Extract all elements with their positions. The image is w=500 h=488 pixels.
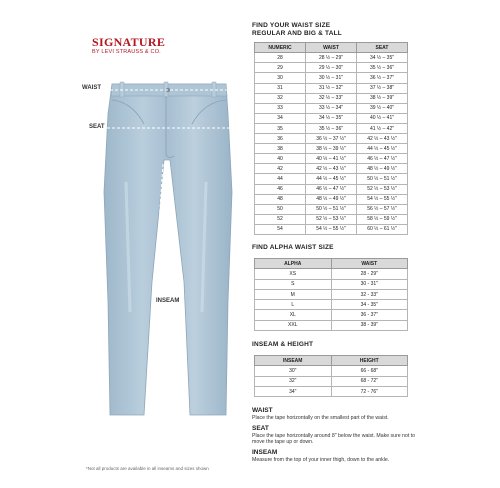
- table-cell: XS: [255, 269, 332, 279]
- table-row: [255, 320, 408, 330]
- table-header-row: [255, 43, 408, 53]
- inseam-height-table: [254, 355, 408, 397]
- table-row: [255, 289, 408, 299]
- table-cell: 50 ½ – 51 ½": [357, 174, 408, 184]
- table-row: [255, 224, 408, 234]
- table-row: [255, 73, 408, 83]
- table-row: [255, 310, 408, 320]
- alpha-size-title: FIND ALPHA WAIST SIZE: [252, 243, 334, 251]
- table-cell: 34 - 35": [331, 300, 408, 310]
- table-cell: 31 ½ – 32": [306, 83, 357, 93]
- table-cell: 38 - 39": [331, 320, 408, 330]
- table-cell: 44 ½ – 45 ½": [306, 174, 357, 184]
- table-cell: 60 ½ – 61 ½": [357, 224, 408, 234]
- column-header: WAIST: [306, 43, 357, 53]
- table-cell: 34 ½ – 35": [357, 53, 408, 63]
- brand-logo: [92, 36, 165, 55]
- table-cell: 54 ½ – 55 ½": [357, 194, 408, 204]
- table-cell: 31: [255, 83, 306, 93]
- table-row: [255, 204, 408, 214]
- table-row: [255, 386, 408, 396]
- table-cell: 33 ½ – 34": [306, 103, 357, 113]
- table-row: [255, 194, 408, 204]
- table-cell: 54 ½ – 55 ½": [306, 224, 357, 234]
- table-cell: 40 ½ – 41": [357, 113, 408, 123]
- table-cell: 38: [255, 144, 306, 154]
- table-row: [255, 269, 408, 279]
- table-cell: 41 ½ – 42": [357, 123, 408, 133]
- table-row: [255, 174, 408, 184]
- table-cell: 32": [255, 376, 332, 386]
- table-cell: 34": [255, 386, 332, 396]
- waist-size-subtitle: REGULAR AND BIG & TALL: [252, 30, 342, 37]
- table-cell: 29 ½ – 30": [306, 63, 357, 73]
- table-cell: L: [255, 300, 332, 310]
- table-cell: 34 ½ – 35": [306, 113, 357, 123]
- table-cell: 48 ½ – 49 ½": [306, 194, 357, 204]
- table-cell: 37 ½ – 38": [357, 83, 408, 93]
- table-row: [255, 134, 408, 144]
- table-cell: 42 ½ – 43 ½": [306, 164, 357, 174]
- table-cell: 38 ½ – 39": [357, 93, 408, 103]
- size-charts: [252, 22, 428, 463]
- table-row: [255, 53, 408, 63]
- table-cell: 44: [255, 174, 306, 184]
- instruction-text: Measure from the top of your inner thigh, down to the ankle.: [252, 456, 390, 463]
- table-row: [255, 366, 408, 376]
- instruction-title: INSEAM: [252, 448, 278, 456]
- table-cell: 72 - 76": [331, 386, 408, 396]
- table-cell: 52 ½ – 53 ½": [357, 184, 408, 194]
- table-cell: 30: [255, 73, 306, 83]
- table-row: [255, 123, 408, 133]
- table-cell: 28: [255, 53, 306, 63]
- table-cell: 42: [255, 164, 306, 174]
- instruction-title: SEAT: [252, 424, 269, 432]
- table-cell: 68 - 72": [331, 376, 408, 386]
- brand-byline: BY LEVI STRAUSS & CO.: [92, 49, 161, 55]
- column-header: INSEAM: [255, 356, 332, 366]
- table-cell: 38 ½ – 39 ½": [306, 144, 357, 154]
- alpha-size-table: [254, 258, 408, 331]
- column-header: HEIGHT: [331, 356, 408, 366]
- table-cell: 30 - 31": [331, 279, 408, 289]
- table-cell: 36: [255, 134, 306, 144]
- table-row: [255, 300, 408, 310]
- waist-size-table: [254, 42, 408, 235]
- table-cell: 46 ½ – 47 ½": [306, 184, 357, 194]
- table-cell: 44 ½ – 45 ½": [357, 144, 408, 154]
- table-cell: M: [255, 289, 332, 299]
- table-cell: 32 - 33": [331, 289, 408, 299]
- table-cell: 50: [255, 204, 306, 214]
- instruction-text: Place the tape horizontally on the smallest part of the waist.: [252, 415, 389, 422]
- waist-label: WAIST: [82, 85, 101, 91]
- table-cell: 29: [255, 63, 306, 73]
- table-cell: 46: [255, 184, 306, 194]
- table-cell: 36 ½ – 37 ½": [306, 134, 357, 144]
- table-cell: 56 ½ – 57 ½": [357, 204, 408, 214]
- table-cell: 35 ½ – 36": [306, 123, 357, 133]
- table-cell: 48: [255, 194, 306, 204]
- table-row: [255, 83, 408, 93]
- table-row: [255, 279, 408, 289]
- table-cell: 50 ½ – 51 ½": [306, 204, 357, 214]
- table-cell: 66 - 68": [331, 366, 408, 376]
- table-row: [255, 214, 408, 224]
- column-header: NUMERIC: [255, 43, 306, 53]
- table-cell: 28 - 29": [331, 269, 408, 279]
- column-header: WAIST: [331, 258, 408, 268]
- table-row: [255, 184, 408, 194]
- table-cell: 30": [255, 366, 332, 376]
- jeans-body: [104, 84, 232, 415]
- jeans-illustration: [86, 72, 246, 424]
- inseam-label: INSEAM: [156, 298, 180, 304]
- table-cell: 42 ½ – 43 ½": [357, 134, 408, 144]
- table-header-row: [255, 258, 408, 268]
- inseam-height-title: INSEAM & HEIGHT: [252, 341, 314, 349]
- table-cell: 32 ½ – 33": [306, 93, 357, 103]
- table-cell: 40 ½ – 41 ½": [306, 154, 357, 164]
- table-header-row: [255, 356, 408, 366]
- table-row: [255, 63, 408, 73]
- table-cell: 28 ½ – 29": [306, 53, 357, 63]
- brand-signature: SIGNATURE: [92, 35, 166, 49]
- column-header: SEAT: [357, 43, 408, 53]
- column-header: ALPHA: [255, 258, 332, 268]
- footnote: *Not all products are available in all inseams and sizes shown: [86, 466, 209, 471]
- table-cell: 46 ½ – 47 ½": [357, 154, 408, 164]
- table-cell: 36 - 37": [331, 310, 408, 320]
- table-cell: 32: [255, 93, 306, 103]
- table-row: [255, 376, 408, 386]
- table-cell: 35 ½ – 36": [357, 63, 408, 73]
- table-row: [255, 103, 408, 113]
- table-cell: 58 ½ – 59 ½": [357, 214, 408, 224]
- table-cell: 52: [255, 214, 306, 224]
- instruction-text: Place the tape horizontally around 8" below the waist. Make sure not to move the tape up or down.: [252, 432, 416, 446]
- seat-label: SEAT: [89, 124, 105, 130]
- table-cell: 48 ½ – 49 ½": [357, 164, 408, 174]
- table-cell: 34: [255, 113, 306, 123]
- table-cell: S: [255, 279, 332, 289]
- table-cell: 54: [255, 224, 306, 234]
- table-cell: 36 ½ – 37": [357, 73, 408, 83]
- table-cell: 33: [255, 103, 306, 113]
- table-cell: 35: [255, 123, 306, 133]
- table-row: [255, 113, 408, 123]
- table-cell: 40: [255, 154, 306, 164]
- table-row: [255, 164, 408, 174]
- waist-size-title: FIND YOUR WAIST SIZE: [252, 22, 331, 29]
- table-cell: 30 ½ – 31": [306, 73, 357, 83]
- table-cell: XXL: [255, 320, 332, 330]
- measurement-instructions: [252, 407, 428, 463]
- table-cell: 39 ½ – 40": [357, 103, 408, 113]
- table-row: [255, 154, 408, 164]
- table-row: [255, 144, 408, 154]
- instruction-title: WAIST: [252, 407, 273, 415]
- table-row: [255, 93, 408, 103]
- table-cell: XL: [255, 310, 332, 320]
- table-cell: 52 ½ – 53 ½": [306, 214, 357, 224]
